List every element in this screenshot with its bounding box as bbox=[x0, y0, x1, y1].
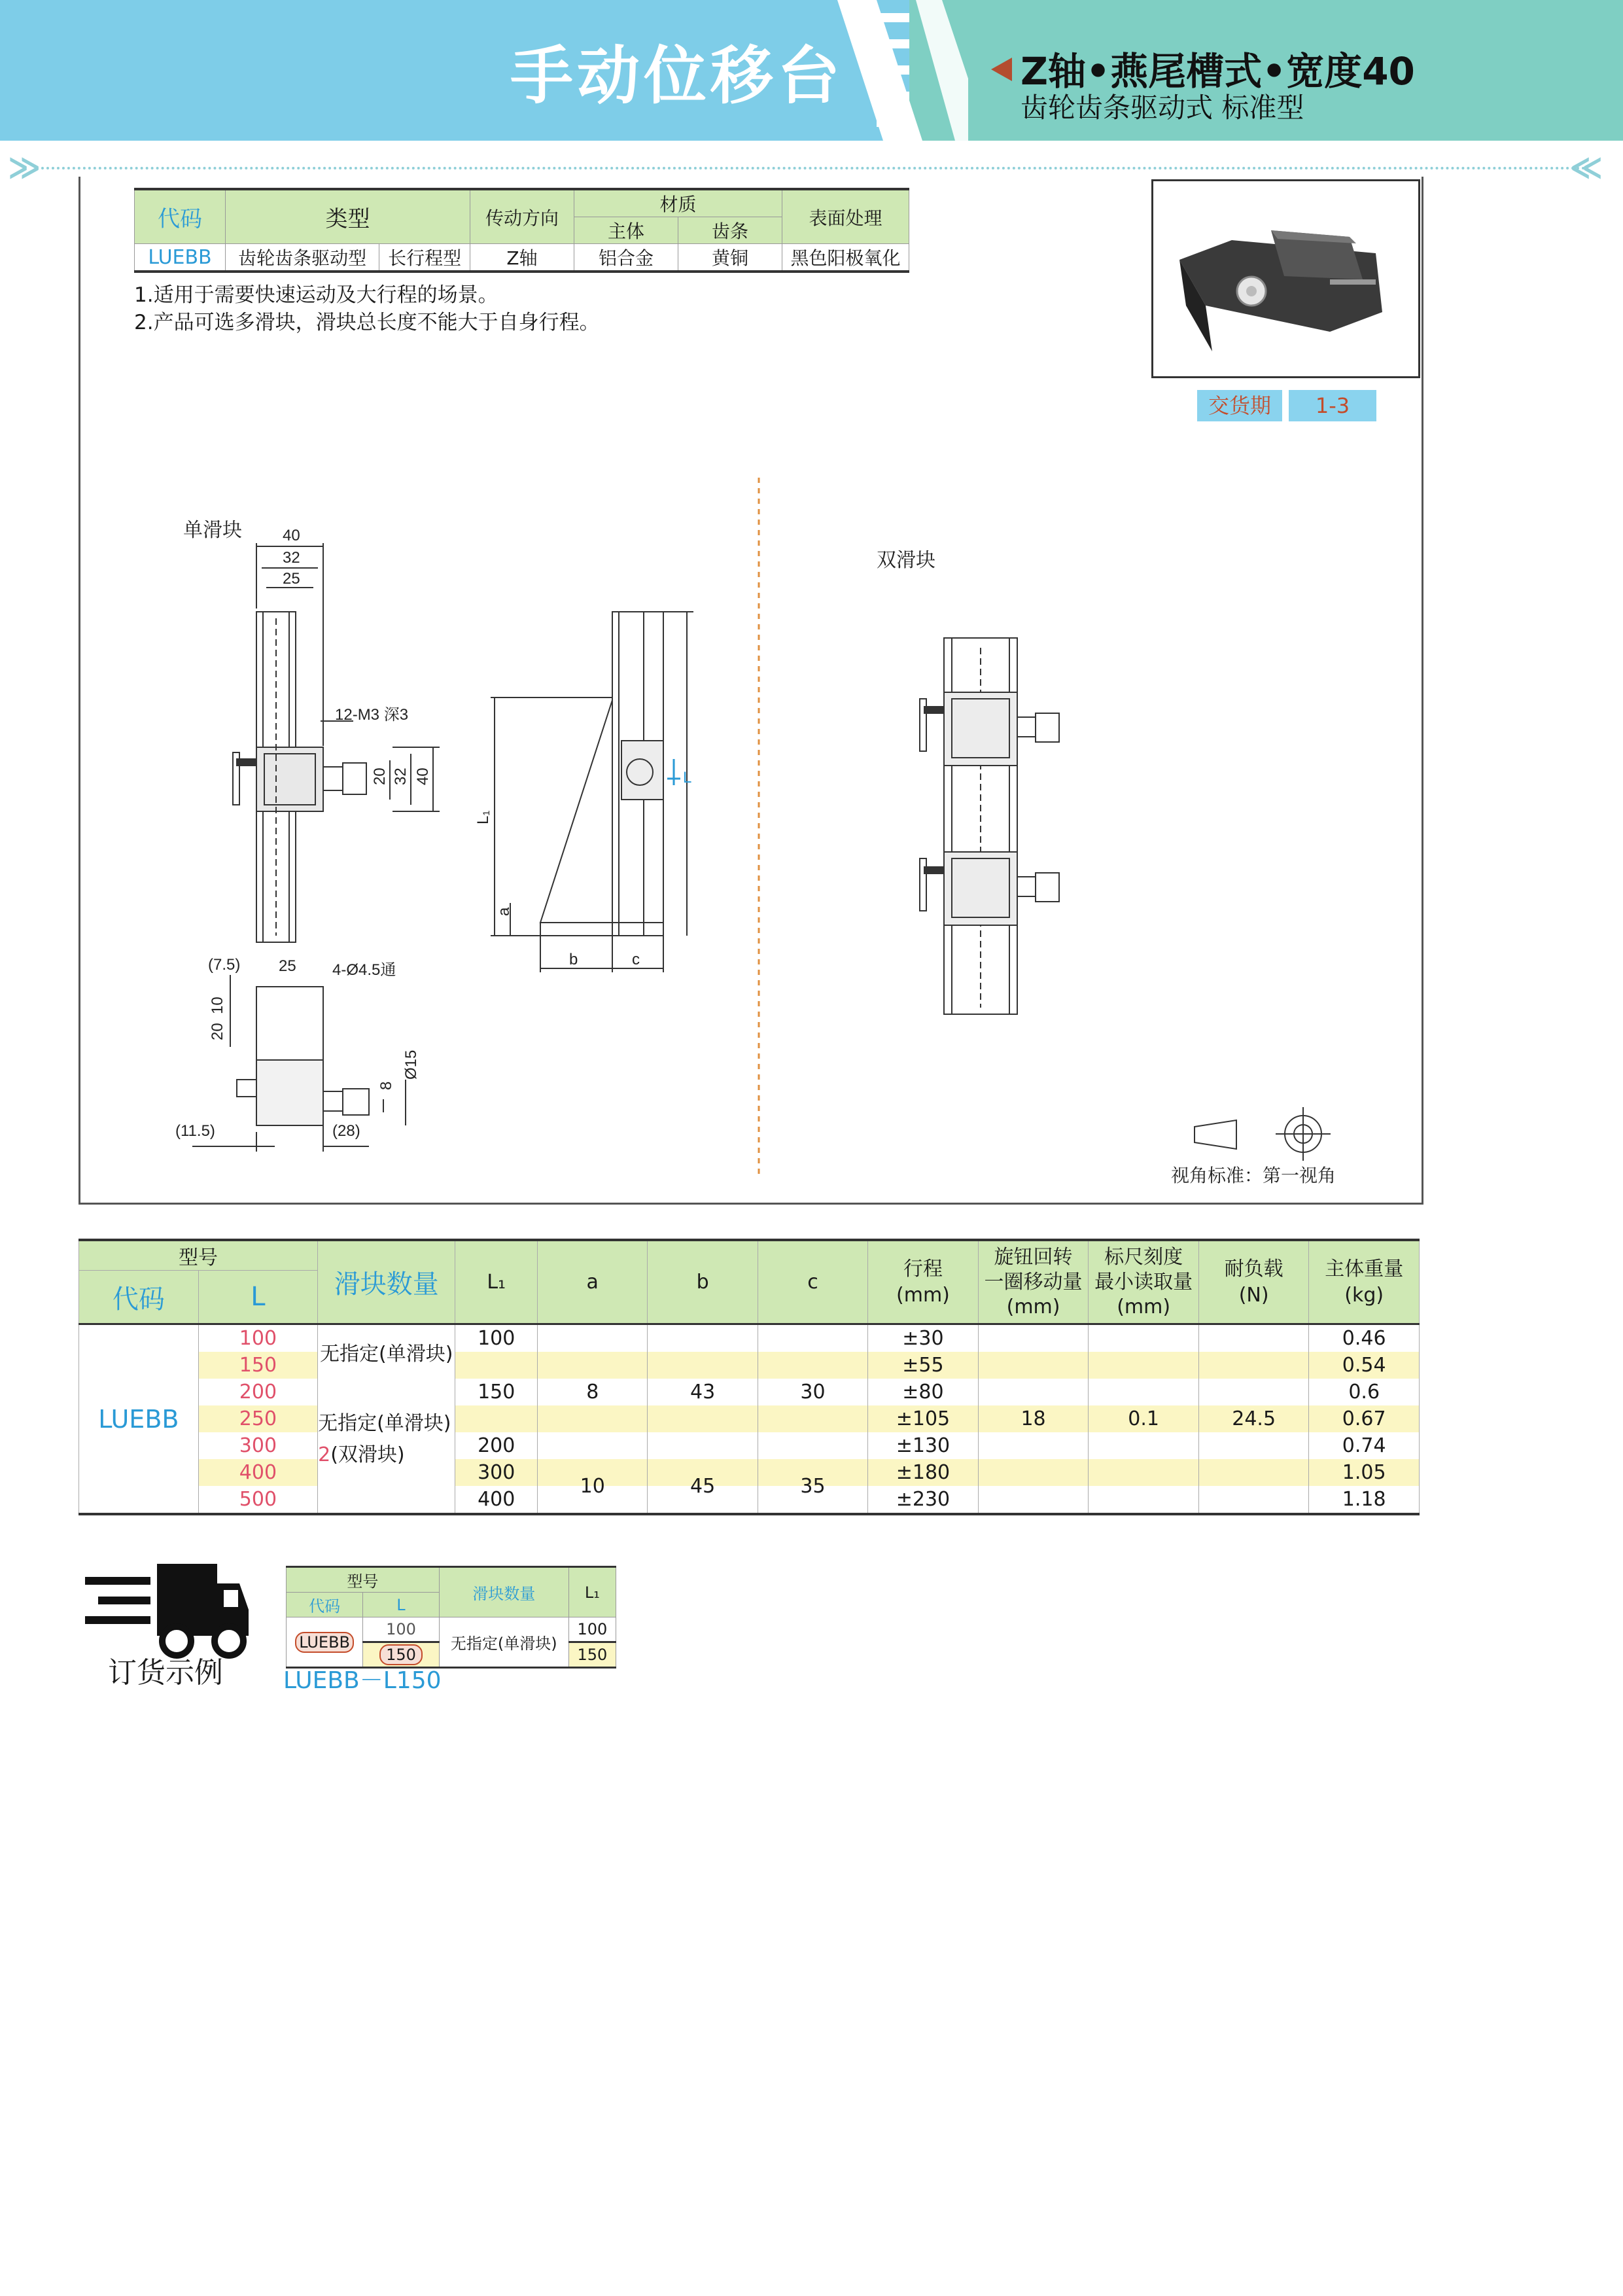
L-row-1: 100 bbox=[198, 1324, 317, 1352]
weight-row-1: 0.46 bbox=[1309, 1324, 1420, 1352]
header-stripes bbox=[837, 0, 968, 141]
dim-p28: (28) bbox=[332, 1122, 360, 1140]
spec-rack: 黄铜 bbox=[678, 244, 782, 272]
L-row-2: 150 bbox=[198, 1352, 317, 1379]
header-subtitle-2: 齿轮齿条驱动式 标准型 bbox=[1021, 92, 1304, 124]
L-row-5: 300 bbox=[198, 1432, 317, 1459]
chevron-right-icon: ≫ bbox=[8, 149, 41, 186]
order-example-table bbox=[286, 1566, 616, 1669]
dim-L: L bbox=[683, 769, 692, 786]
c-val-2: 35 bbox=[758, 1459, 867, 1514]
L1-row-5: 200 bbox=[455, 1432, 538, 1459]
spec-body: 铝合金 bbox=[574, 244, 678, 272]
knob-h1: 旋钮回转 bbox=[994, 1245, 1073, 1269]
spec-table bbox=[134, 188, 909, 273]
dotted-divider bbox=[36, 167, 1586, 169]
product-photo bbox=[1151, 179, 1420, 378]
weight-row-5: 0.74 bbox=[1309, 1432, 1420, 1459]
dim-c: c bbox=[632, 951, 640, 968]
weight-row-6: 1.05 bbox=[1309, 1459, 1420, 1486]
weight-h1: 主体重量 bbox=[1325, 1257, 1404, 1280]
L-row-6: 400 bbox=[198, 1459, 317, 1486]
dim-25: 25 bbox=[283, 570, 300, 588]
spec-header-rack: 齿条 bbox=[678, 217, 782, 244]
label-double-slider: 双滑块 bbox=[877, 550, 935, 571]
main-code: LUEBB bbox=[79, 1324, 199, 1515]
L-row-3: 200 bbox=[198, 1379, 317, 1405]
order-header-qty: 滑块数量 bbox=[439, 1567, 568, 1617]
main-header-stroke bbox=[868, 1240, 979, 1324]
stroke-row-1: ±30 bbox=[868, 1324, 979, 1352]
main-header-qty: 滑块数量 bbox=[318, 1240, 455, 1324]
L-row-4: 250 bbox=[198, 1405, 317, 1432]
dim-p115: (11.5) bbox=[175, 1122, 215, 1140]
main-header-b: b bbox=[648, 1240, 758, 1324]
main-header-code: 代码 bbox=[79, 1271, 199, 1324]
knob-h3: (mm) bbox=[1006, 1295, 1060, 1318]
spec-header-body: 主体 bbox=[574, 217, 678, 244]
stroke-row-5: ±130 bbox=[868, 1432, 979, 1459]
load-h2: (N) bbox=[1238, 1283, 1269, 1307]
order-code: LUEBB bbox=[295, 1632, 354, 1653]
dim-d15: Ø15 bbox=[402, 1050, 420, 1080]
order-L1-2: 150 bbox=[568, 1642, 616, 1668]
spec-header-drive: 传动方向 bbox=[470, 189, 574, 244]
dim-s8: 8 bbox=[377, 1081, 395, 1090]
spec-header-material: 材质 bbox=[574, 189, 782, 217]
main-header-model: 型号 bbox=[79, 1240, 318, 1271]
spec-code: LUEBB bbox=[135, 244, 226, 272]
L1-row-7: 400 bbox=[455, 1486, 538, 1514]
spec-type1: 齿轮齿条驱动型 bbox=[226, 244, 379, 272]
L1-row-6: 300 bbox=[455, 1459, 538, 1486]
dim-p75: (7.5) bbox=[208, 956, 241, 974]
knob-value: 18 bbox=[978, 1405, 1089, 1432]
b-val-2: 45 bbox=[648, 1459, 758, 1514]
stroke-row-7: ±230 bbox=[868, 1486, 979, 1514]
scale-value: 0.1 bbox=[1089, 1405, 1199, 1432]
order-header-L1: L₁ bbox=[568, 1567, 616, 1617]
header-subtitle-1: Z轴•燕尾槽式•宽度40 bbox=[1021, 49, 1415, 94]
spec-header-type: 类型 bbox=[226, 189, 470, 244]
scale-h3: (mm) bbox=[1117, 1295, 1171, 1318]
dim-a: a bbox=[495, 907, 513, 916]
order-L-1: 100 bbox=[363, 1617, 440, 1642]
order-header-L: L bbox=[363, 1593, 440, 1617]
order-header-code: 代码 bbox=[287, 1593, 363, 1617]
load-h1: 耐负载 bbox=[1224, 1257, 1283, 1280]
delivery-label: 交货期 bbox=[1197, 390, 1282, 421]
weight-h2: (kg) bbox=[1344, 1283, 1384, 1307]
load-value: 24.5 bbox=[1198, 1405, 1309, 1432]
qty-double-num: 2 bbox=[318, 1443, 331, 1466]
spec-type2: 长行程型 bbox=[379, 244, 470, 272]
order-qty: 无指定(单滑块) bbox=[439, 1617, 568, 1668]
product-photo-illustration bbox=[1153, 181, 1418, 376]
c-val-1: 30 bbox=[758, 1379, 867, 1405]
dim-hole: 4-Ø4.5通 bbox=[332, 961, 396, 979]
stroke-row-3: ±80 bbox=[868, 1379, 979, 1405]
weight-row-3: 0.6 bbox=[1309, 1379, 1420, 1405]
dim-b: b bbox=[569, 951, 578, 968]
L-row-7: 500 bbox=[198, 1486, 317, 1514]
order-example-label: 订货示例 bbox=[108, 1656, 223, 1689]
spec-surface: 黑色阳极氧化 bbox=[782, 244, 909, 272]
main-header-L1: L₁ bbox=[455, 1240, 538, 1324]
dim-L1: L₁ bbox=[474, 810, 492, 824]
stroke-row-6: ±180 bbox=[868, 1459, 979, 1486]
main-header-c: c bbox=[758, 1240, 867, 1324]
spec-header-code: 代码 bbox=[135, 189, 226, 244]
dim-40: 40 bbox=[283, 527, 300, 544]
qty-single: 无指定(单滑块) bbox=[318, 1324, 455, 1379]
stroke-h2: (mm) bbox=[896, 1283, 950, 1307]
qty-single-2: 无指定(单滑块) bbox=[318, 1412, 451, 1435]
a-val-1: 8 bbox=[538, 1379, 648, 1405]
weight-row-2: 0.54 bbox=[1309, 1352, 1420, 1379]
main-header-a: a bbox=[538, 1240, 648, 1324]
L1-row-3: 150 bbox=[455, 1379, 538, 1405]
stroke-row-4: ±105 bbox=[868, 1405, 979, 1432]
dim-s20: 20 bbox=[209, 1023, 226, 1040]
notes bbox=[134, 281, 600, 336]
main-header-L: L bbox=[198, 1271, 317, 1324]
dim-s10: 10 bbox=[209, 997, 226, 1014]
a-val-2: 10 bbox=[538, 1459, 648, 1514]
delivery-value: 1-3 bbox=[1289, 390, 1376, 421]
scale-h2: 最小读取量 bbox=[1094, 1270, 1193, 1294]
stroke-h1: 行程 bbox=[903, 1257, 943, 1280]
weight-row-4: 0.67 bbox=[1309, 1405, 1420, 1432]
dim-v32: 32 bbox=[392, 768, 410, 785]
dim-b25: 25 bbox=[279, 957, 296, 975]
order-header-model: 型号 bbox=[287, 1567, 440, 1593]
main-header-knob bbox=[978, 1240, 1089, 1324]
page-title: 手动位移台 bbox=[510, 39, 844, 113]
dim-v20: 20 bbox=[371, 768, 389, 785]
order-code-cell bbox=[287, 1617, 363, 1668]
order-L1-1: 100 bbox=[568, 1617, 616, 1642]
qty-multi bbox=[318, 1405, 455, 1514]
dim-v40: 40 bbox=[414, 768, 432, 785]
note-2: 2.产品可选多滑块，滑块总长度不能大于自身行程。 bbox=[134, 311, 600, 334]
dim-32: 32 bbox=[283, 549, 300, 567]
view-standard: 视角标准：第一视角 bbox=[1171, 1165, 1336, 1186]
spec-header-surface: 表面处理 bbox=[782, 189, 909, 244]
knob-h2: 一圈移动量 bbox=[984, 1270, 1083, 1294]
chevron-left-icon: ≪ bbox=[1570, 149, 1603, 186]
main-header-scale bbox=[1089, 1240, 1199, 1324]
L1-row-1: 100 bbox=[455, 1324, 538, 1352]
order-L-2: 150 bbox=[379, 1644, 423, 1665]
header-arrow-icon bbox=[991, 58, 1012, 81]
qty-double-text: (双滑块) bbox=[330, 1443, 405, 1466]
spec-drive: Z轴 bbox=[470, 244, 574, 272]
main-header-load bbox=[1198, 1240, 1309, 1324]
b-val-1: 43 bbox=[648, 1379, 758, 1405]
stroke-row-2: ±55 bbox=[868, 1352, 979, 1379]
main-header-weight bbox=[1309, 1240, 1420, 1324]
label-single-slider: 单滑块 bbox=[183, 520, 242, 541]
scale-h1: 标尺刻度 bbox=[1104, 1245, 1183, 1269]
weight-row-7: 1.18 bbox=[1309, 1486, 1420, 1514]
note-1: 1.适用于需要快速运动及大行程的场景。 bbox=[134, 283, 498, 307]
order-result-code: LUEBB－L150 bbox=[283, 1667, 442, 1694]
main-table bbox=[79, 1239, 1420, 1515]
dim-m3: 12-M3 深3 bbox=[335, 706, 409, 724]
